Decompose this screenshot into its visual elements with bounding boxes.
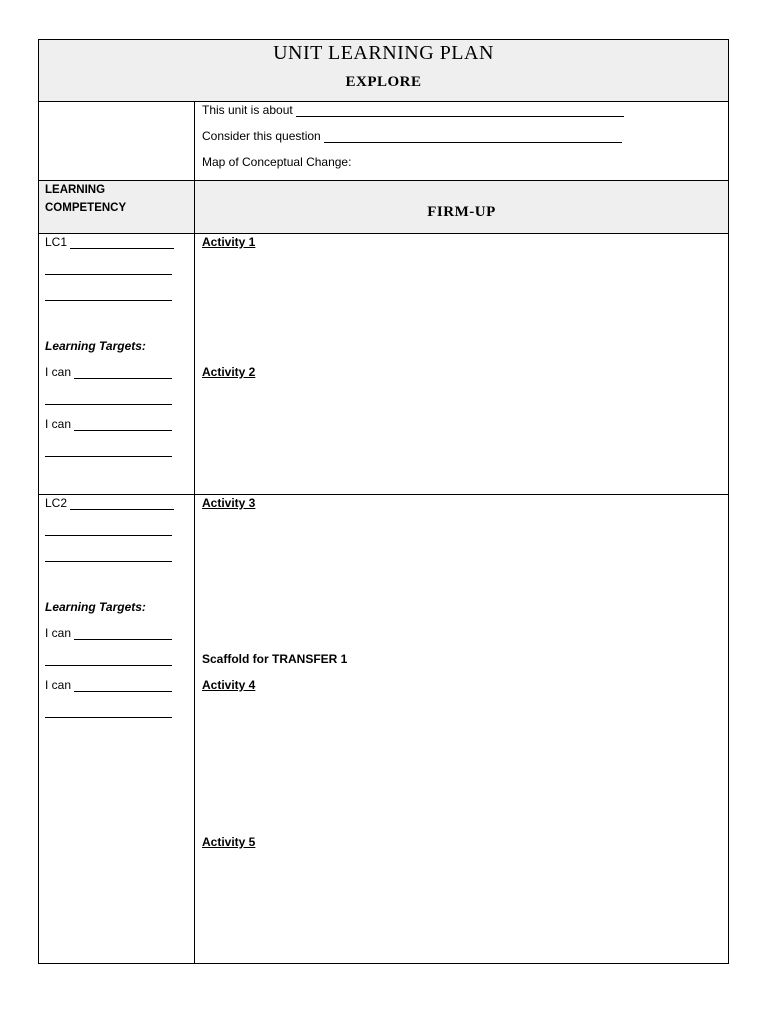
- lc2-blank-line[interactable]: [45, 561, 172, 562]
- scaffold-transfer-heading: Scaffold for TRANSFER 1: [202, 652, 348, 666]
- firm-up-heading: FIRM-UP: [427, 204, 496, 220]
- ican-label: I can: [45, 365, 72, 379]
- form-title: UNIT LEARNING PLAN: [273, 42, 494, 64]
- activity-2-heading: Activity 2: [202, 365, 256, 379]
- lc2-ican-field-1[interactable]: [45, 626, 172, 640]
- activity-4-heading: Activity 4: [202, 678, 256, 692]
- lc2-ican-field-2[interactable]: [45, 678, 172, 692]
- lc2-learning-targets-label: Learning Targets:: [45, 600, 146, 614]
- lc1-blank-line[interactable]: [45, 300, 172, 301]
- consider-question-field[interactable]: [202, 129, 622, 143]
- lc1-field[interactable]: [45, 235, 174, 249]
- consider-question-label: Consider this question: [202, 129, 321, 143]
- lc1-blank-line[interactable]: [45, 404, 172, 405]
- lc2-blank-line[interactable]: [45, 665, 172, 666]
- activity-5-heading: Activity 5: [202, 835, 256, 849]
- ican-label: I can: [45, 678, 72, 692]
- divider: [39, 494, 728, 495]
- divider: [39, 101, 728, 102]
- lc1-blank-line[interactable]: [45, 274, 172, 275]
- lc1-ican-field-1[interactable]: [45, 365, 172, 379]
- lc2-blank-line[interactable]: [45, 717, 172, 718]
- lc1-blank-line[interactable]: [45, 456, 172, 457]
- explore-heading: EXPLORE: [345, 74, 422, 90]
- unit-learning-plan-form: [38, 39, 729, 964]
- activity-1-heading: Activity 1: [202, 235, 256, 249]
- lc2-field[interactable]: [45, 496, 174, 510]
- ican-label: I can: [45, 417, 72, 431]
- lc2-blank-line[interactable]: [45, 535, 172, 536]
- lc1-ican-field-2[interactable]: [45, 417, 172, 431]
- unit-about-label: This unit is about: [202, 103, 293, 117]
- column-divider: [194, 101, 195, 963]
- lc2-label: LC2: [45, 496, 68, 510]
- unit-about-field[interactable]: [202, 103, 624, 117]
- lc1-learning-targets-label: Learning Targets:: [45, 339, 146, 353]
- conceptual-change-label: Map of Conceptual Change:: [202, 155, 352, 169]
- activity-3-heading: Activity 3: [202, 496, 256, 510]
- learning-competency-heading: LEARNING COMPETENCY: [45, 184, 127, 214]
- lc1-label: LC1: [45, 235, 68, 249]
- ican-label: I can: [45, 626, 72, 640]
- divider: [39, 233, 728, 234]
